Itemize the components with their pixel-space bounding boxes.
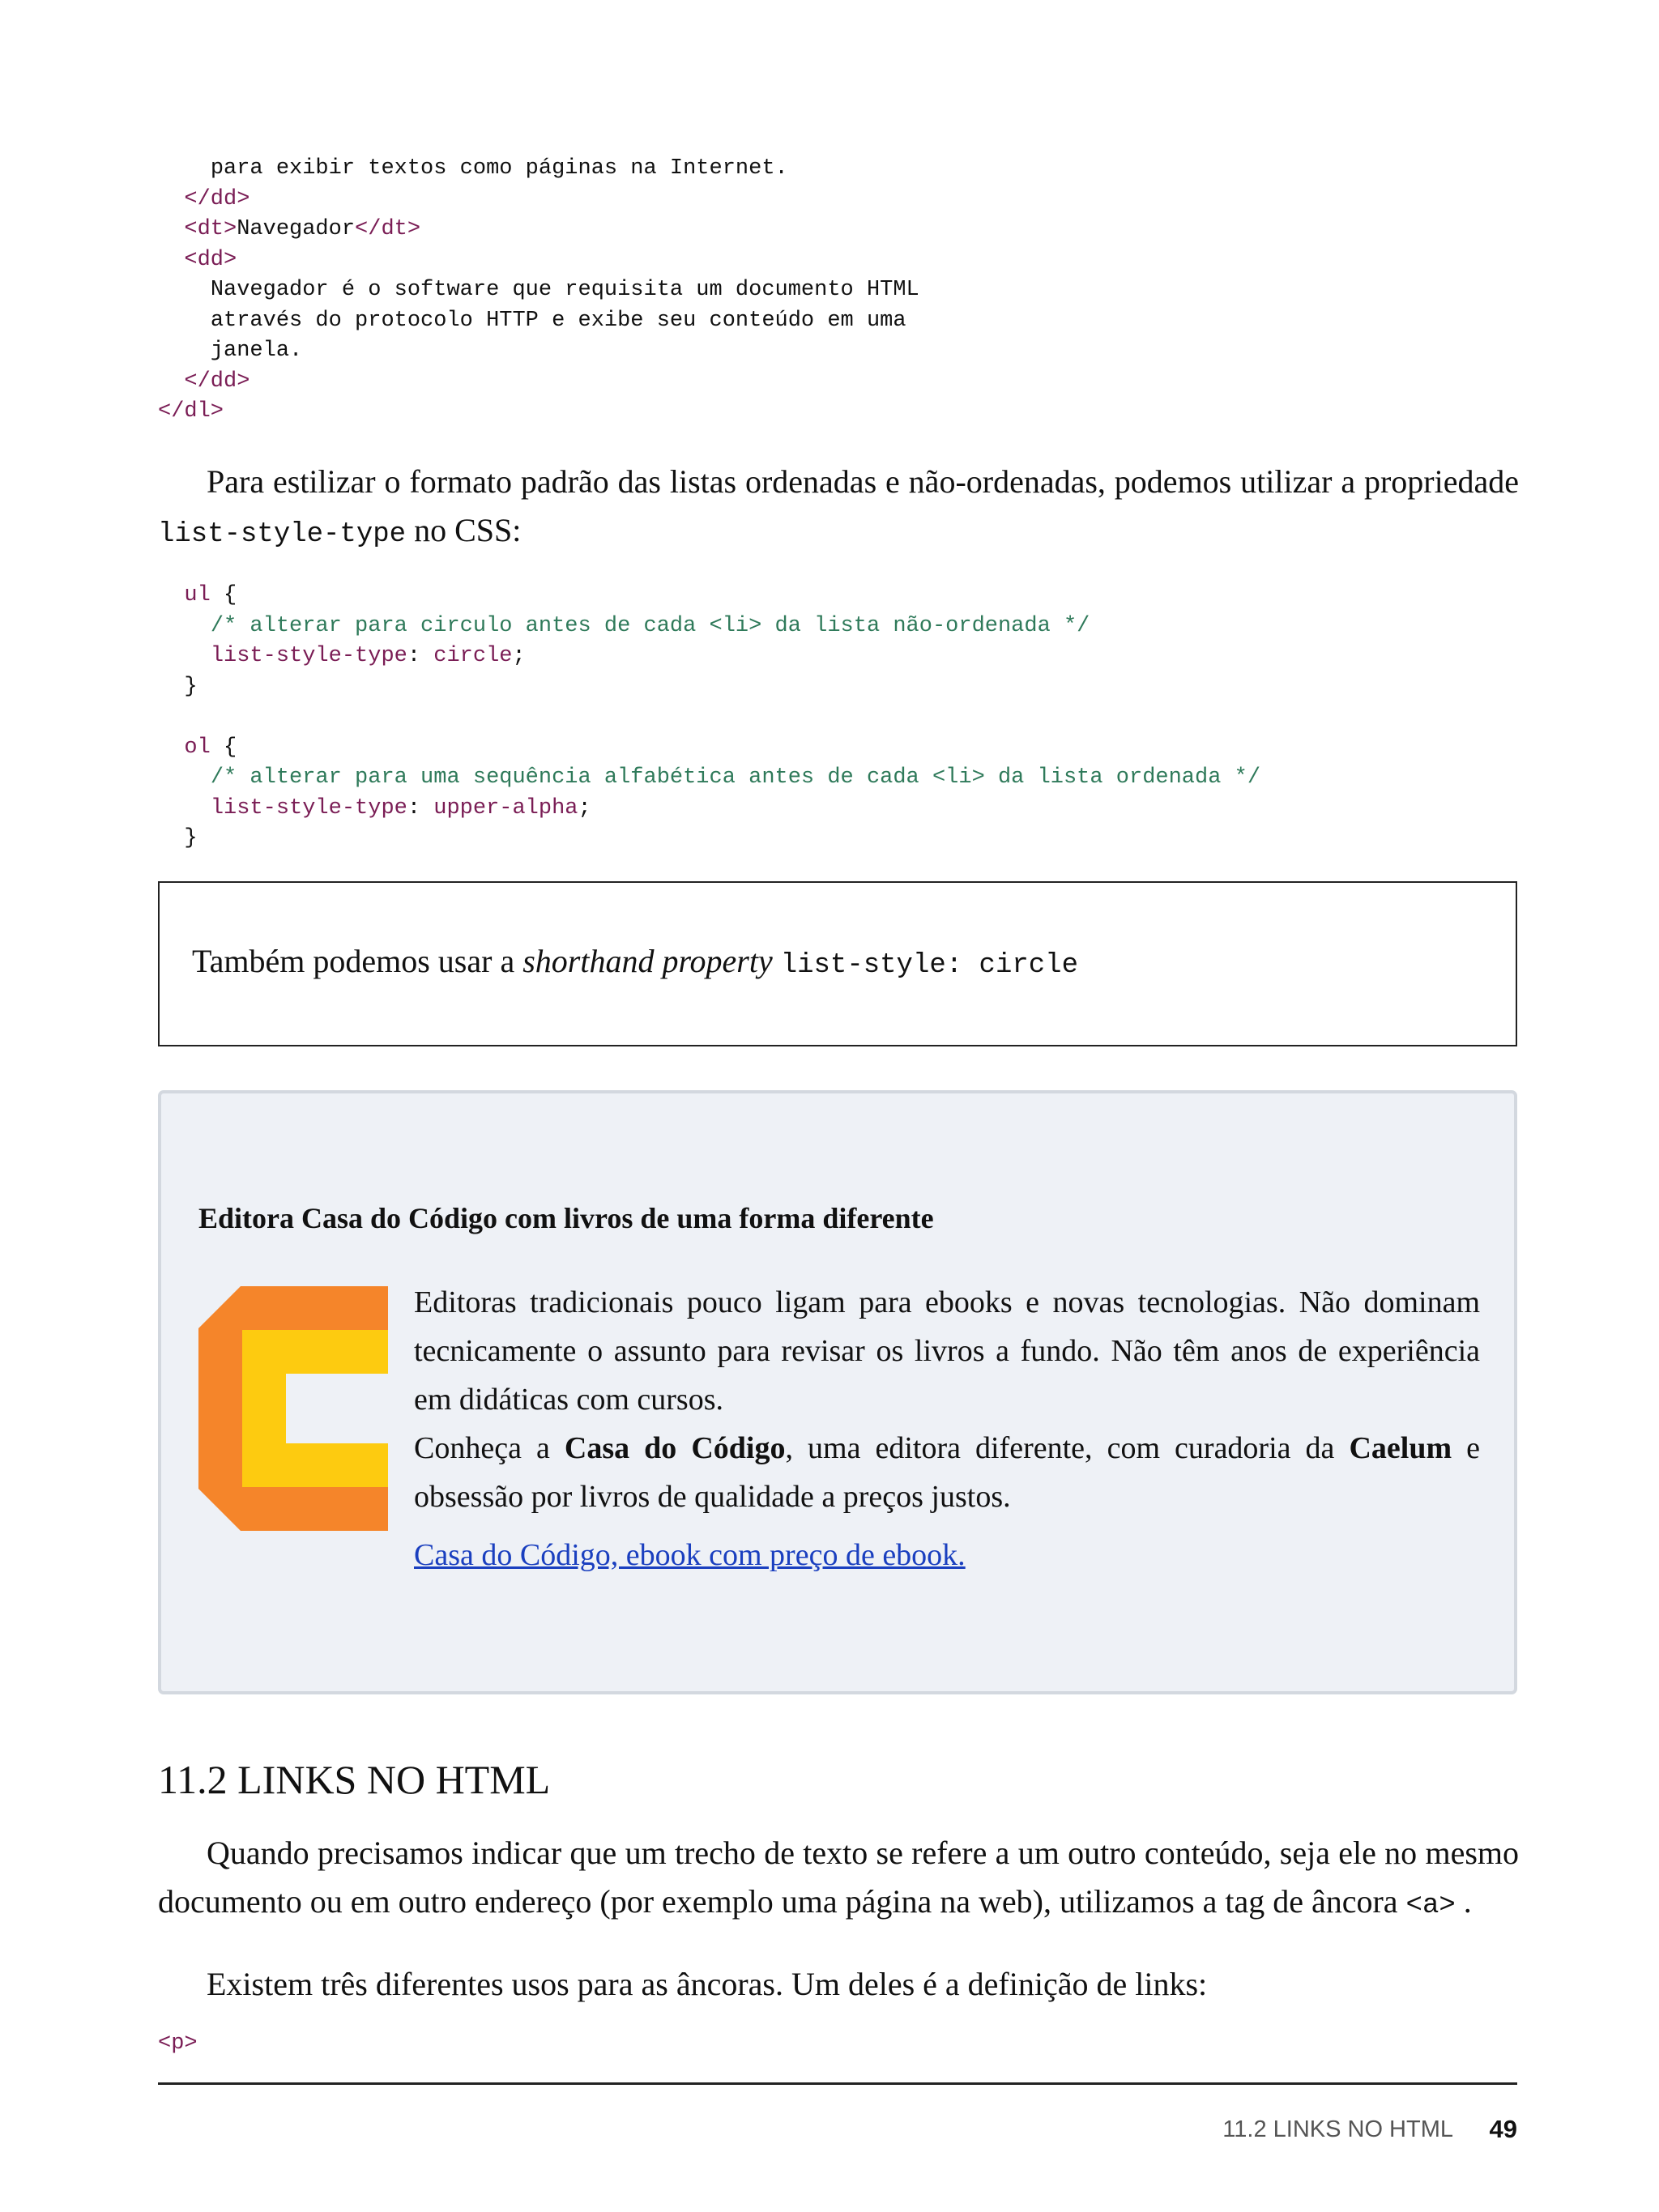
code-line: </dd> xyxy=(184,186,250,211)
section-heading: 11.2 LINKS NO HTML xyxy=(158,1757,551,1802)
paragraph-list-style: Para estilizar o formato padrão das listas ordenadas e não-ordenadas, podemos utilizar a propriedade list-style-type no CSS: xyxy=(158,463,1519,550)
code-line: ul { xyxy=(184,583,237,607)
code-line: } xyxy=(184,826,198,850)
inline-code: <a> xyxy=(1405,1890,1456,1921)
code-line xyxy=(158,705,171,729)
code-block-dl xyxy=(158,154,919,428)
code-block-p: <p> xyxy=(158,2031,198,2056)
tip-emphasis: shorthand property xyxy=(522,943,773,979)
paragraph-anchor-intro: Quando precisamos indicar que um trecho de texto se refere a um outro conteúdo, seja ele no mesmo documento ou em outro endereço (por exemplo uma página na web), utilizamos a tag de âncora <a> . xyxy=(158,1835,1519,1921)
code-line: para exibir textos como páginas na Internet. xyxy=(210,156,788,181)
code-line: <dd> xyxy=(184,247,237,272)
code-line: através do protocolo HTTP e exibe seu conteúdo em uma xyxy=(210,308,906,333)
code-line: ol { xyxy=(184,735,237,760)
page-number: 49 xyxy=(1489,2115,1517,2143)
code-line: <dt>Navegador</dt> xyxy=(184,217,421,241)
ad-title: Editora Casa do Código com livros de uma forma diferente xyxy=(198,1202,934,1234)
inline-code: list-style-type xyxy=(158,519,407,550)
code-line: </dd> xyxy=(184,369,250,394)
code-block-css xyxy=(158,581,1260,855)
code-line: list-style-type: circle; xyxy=(210,644,526,668)
code-line: /* alterar para circulo antes de cada <li> da lista não-ordenada */ xyxy=(210,613,1090,638)
ad-description: Editoras tradicionais pouco ligam para ebooks e novas tecnologias. Não dominam tecnicamente o assunto para revisar os livros a fundo. Não têm anos de experiência em didáticas com cursos. Conheça a Casa do Código, uma editora diferente, com curadoria da Caelum e obsessão por livros de qualidade a preços justos. xyxy=(414,1285,1481,1514)
code-line: Navegador é o software que requisita um documento HTML xyxy=(210,278,919,302)
code-line: } xyxy=(184,674,198,699)
paragraph-anchor-uses: Existem três diferentes usos para as âncoras. Um deles é a definição de links: xyxy=(207,1966,1208,2002)
publisher-ad-box xyxy=(158,1090,1517,1694)
code-line: list-style-type: upper-alpha; xyxy=(210,795,591,820)
footer-section-title: 11.2 LINKS NO HTML xyxy=(1222,2116,1453,2142)
code-line: </dl> xyxy=(158,399,224,424)
casa-do-codigo-link[interactable]: Casa do Código, ebook com preço de ebook. xyxy=(414,1538,966,1572)
inline-code: list-style: circle xyxy=(780,950,1078,981)
casa-do-codigo-logo-icon xyxy=(198,1286,388,1531)
code-line: /* alterar para uma sequência alfabética antes de cada <li> da lista ordenada */ xyxy=(210,765,1261,790)
tip-box xyxy=(158,881,1517,1046)
footer-rule xyxy=(158,2082,1517,2085)
tip-text: Também podemos usar a shorthand property list-style: circle xyxy=(192,943,1078,981)
code-line: janela. xyxy=(210,339,303,363)
